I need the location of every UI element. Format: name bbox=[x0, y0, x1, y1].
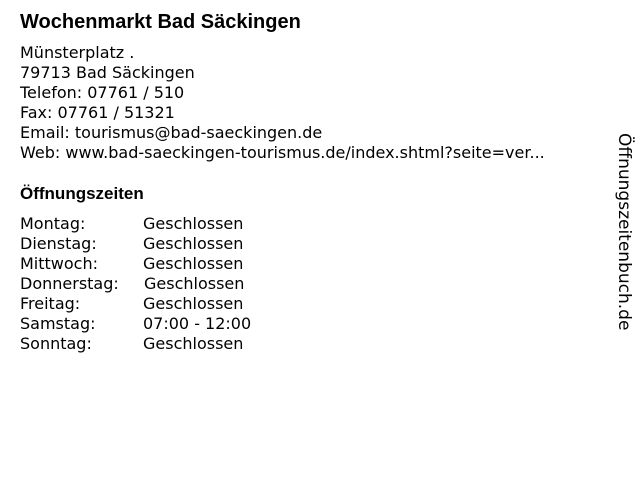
street-address: Münsterplatz . bbox=[20, 43, 135, 62]
email-line bbox=[20, 123, 545, 143]
hours-row bbox=[20, 214, 320, 234]
day-label: Samstag: bbox=[20, 314, 96, 333]
day-label: Freitag: bbox=[20, 294, 81, 313]
day-label: Dienstag: bbox=[20, 234, 97, 253]
brand-watermark bbox=[612, 133, 636, 335]
hours-row bbox=[20, 314, 320, 334]
hours-row bbox=[20, 334, 320, 354]
hours-value: 07:00 - 12:00 bbox=[143, 314, 252, 333]
day-label: Mittwoch: bbox=[20, 254, 98, 273]
email-link[interactable]: tourismus@bad-saeckingen.de bbox=[74, 123, 323, 142]
hours-row bbox=[20, 274, 320, 294]
hours-value: Geschlossen bbox=[143, 254, 244, 273]
opening-hours-table bbox=[20, 214, 320, 354]
hours-value: Geschlossen bbox=[143, 334, 244, 353]
day-label: Sonntag: bbox=[20, 334, 92, 353]
page-title: Wochenmarkt Bad Säckingen bbox=[20, 11, 301, 33]
hours-value: Geschlossen bbox=[143, 214, 244, 233]
hours-value: Geschlossen bbox=[143, 294, 244, 313]
day-label: Montag: bbox=[20, 214, 86, 233]
fax-number: Fax: 07761 / 51321 bbox=[20, 103, 175, 122]
city-postal-code: 79713 Bad Säckingen bbox=[20, 63, 195, 82]
address-block bbox=[20, 43, 545, 163]
website-link[interactable]: www.bad-saeckingen-tourismus.de/index.shtml?seite=ver... bbox=[65, 143, 545, 162]
hours-value: Geschlossen bbox=[143, 234, 244, 253]
phone-number: Telefon: 07761 / 510 bbox=[20, 83, 185, 102]
web-line bbox=[20, 143, 545, 163]
brand-text: Öffnungszeitenbuch.de bbox=[614, 133, 634, 331]
hours-row bbox=[20, 294, 320, 314]
hours-value: Geschlossen bbox=[144, 274, 245, 293]
web-label: Web: bbox=[20, 143, 66, 162]
hours-row bbox=[20, 234, 320, 254]
email-label: Email: bbox=[20, 123, 75, 142]
hours-row bbox=[20, 254, 320, 274]
day-label: Donnerstag: bbox=[20, 274, 119, 293]
opening-hours-title: Öffnungszeiten bbox=[20, 184, 144, 203]
